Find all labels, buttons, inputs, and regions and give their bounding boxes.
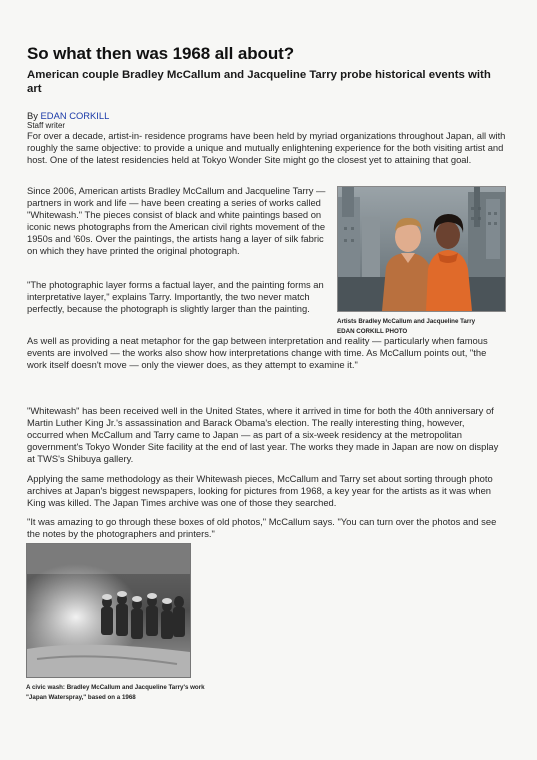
paragraph-2: Since 2006, American artists Bradley McCallum and Jacqueline Tarry — partners in work and life — have been creating a series of works called "Whitewash." The pieces consist of black and white paintings based on iconic news photographs from the American civil rights movement of the 1950s and '60s. Over the paintings, the artists hang a layer of silk fabric on which they have printed the original photograph. [27, 185, 326, 257]
paragraph-1: For over a decade, artist-in- residence programs have been held by myriad organizations throughout Japan, all with roughly the same objective: to provide a unique and mutually enlightening experience for the both visiting artist and host. One of the latest residencies held at Tokyo Wonder Site might go the closest yet to attaining that goal. [27, 130, 506, 166]
paragraph-3: "The photographic layer forms a factual layer, and the painting forms an interpretative layer," explains Tarry. Importantly, the two never match perfectly, because the photograph is slightly larger than the painting. [27, 279, 324, 315]
byline-prefix: By [27, 110, 41, 121]
byline [27, 110, 109, 121]
paragraph-7: "It was amazing to go through these boxes of old photos," McCallum says. "You can turn over the photos and see the notes by the photographers and printers." [27, 516, 497, 540]
japan-waterspray-image [27, 544, 190, 677]
article-subheadline: American couple Bradley McCallum and Jacqueline Tarry probe historical events with art [27, 69, 491, 95]
artists-portrait-image [338, 187, 505, 311]
article-headline: So what then was 1968 all about? [27, 44, 294, 63]
byline-role: Staff writer [27, 121, 66, 130]
paragraph-4: As well as providing a neat metaphor for the gap between interpretation and reality — particularly when famous events are involved — the works also show how interpretations change with time. As McCallum points out, "the work itself doesn't move — only the viewer does, as they attempt to examine it." [27, 335, 488, 371]
japan-waterspray-photo [26, 543, 191, 678]
portrait-photo-credit: EDAN CORKILL PHOTO [337, 328, 408, 335]
paragraph-6: Applying the same methodology as their Whitewash pieces, McCallum and Tarry set about sorting through photo archives at Japan's biggest newspapers, looking for pictures from 1968, a key year for the artists as it was when King was killed. The Japan Times archive was one of those they searched. [27, 473, 493, 509]
artists-portrait-photo [337, 186, 506, 312]
waterspray-caption: A civic wash: Bradley McCallum and Jacqueline Tarry's work "Japan Waterspray," based on a 1968 [26, 684, 205, 701]
portrait-caption: Artists Bradley McCallum and Jacqueline Tarry [337, 318, 476, 325]
paragraph-5: "Whitewash" has been received well in the United States, where it arrived in time for both the 40th anniversary of Martin Luther King Jr.'s assassination and Barack Obama's election. The really interesting thing, however, occurred when McCallum and Tarry came to Japan — as part of a six-week residency at the metropolitan government's Tokyo Wonder Site facility at the end of last year. The works they made in Japan are now on display at TWS's Shibuya gallery. [27, 405, 499, 465]
byline-author: EDAN CORKILL [40, 110, 110, 121]
